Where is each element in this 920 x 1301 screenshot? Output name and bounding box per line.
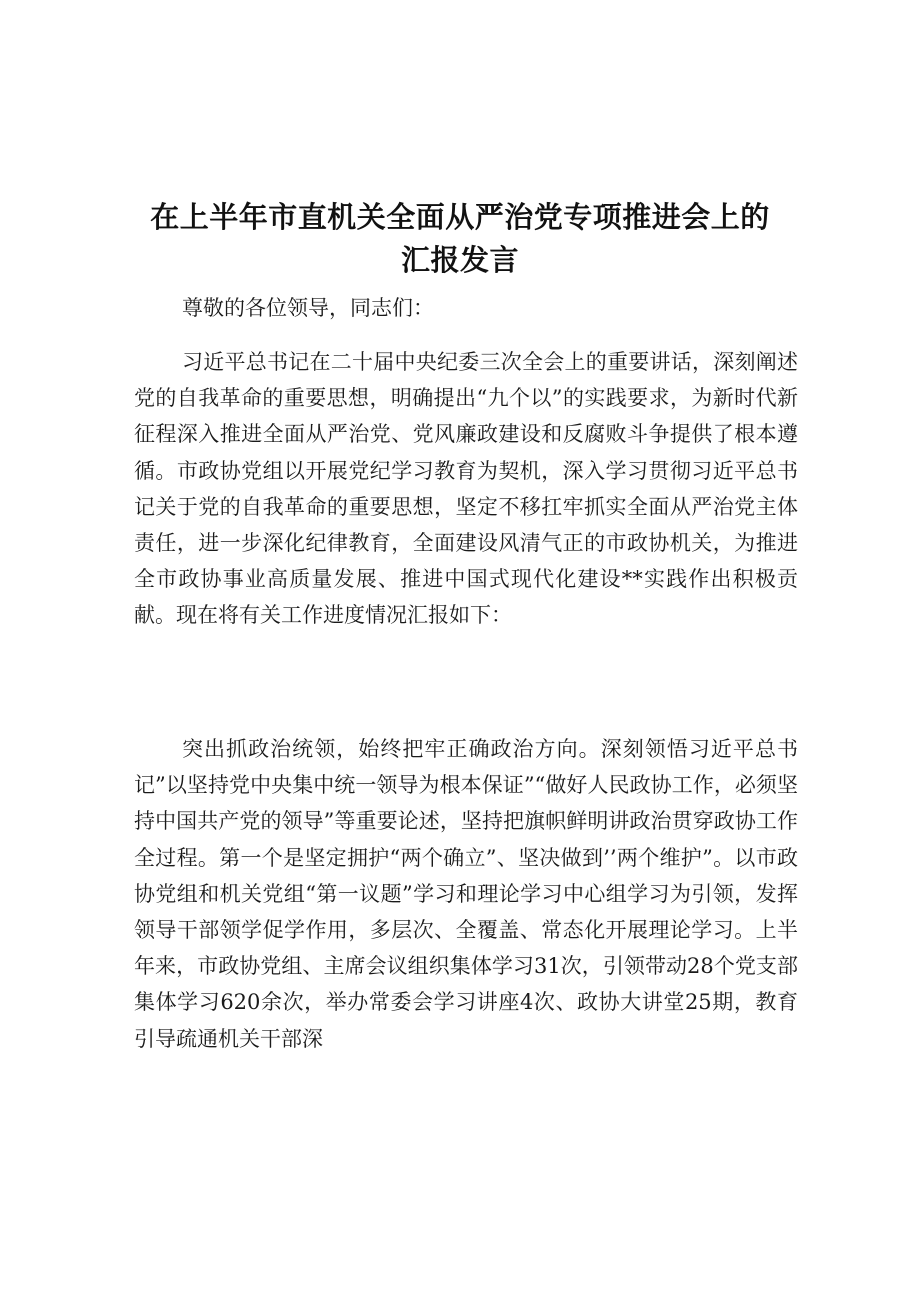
body-paragraph-2: 突出抓政治统领，始终把牢正确政治方向。深刻领悟习近平总书记”以坚持党中央集中统一领导为根本保证”“做好人民政协工作，必须坚持中国共产党的领导”等重要论述，坚持把旗帜鲜明讲政治贯穿政协工作全过程。第一个是坚定拥护“两个确立”、坚决做到’’两个维护”。以市政协党组和机关党组“第一议题”学习和理论学习中心组学习为引领，发挥领导干部领学促学作用，多层次、全覆盖、常态化开展理论学习。上半年来，市政协党组、主席会议组织集体学习31次，引领带动28个党支部集体学习620余次，举办常委会学习讲座4次、政协大讲堂25期，教育引导疏通机关干部深 xyxy=(134,737,798,1051)
document-title: 在上半年市直机关全面从严治党专项推进会上的汇报发言 xyxy=(150,200,770,277)
body-paragraph-1: 习近平总书记在二十届中央纪委三次全会上的重要讲话，深刻阐述党的自我革命的重要思想，明确提出“九个以”的实践要求，为新时代新征程深入推进全面从严治党、党风廉政建设和反腐败斗争提供了根本遵循。市政协党组以开展党纪学习教育为契机，深入学习贯彻习近平总书记关于党的自我革命的重要思想，坚定不移扛牢抓实全面从严治党主体责任，进一步深化纪律教育，全面建设风清气正的市政协机关，为推进全市政协事业高质量发展、推进中国式现代化建设**实践作出积极贡献。现在将有关工作进度情况汇报如下： xyxy=(134,350,798,628)
salutation: 尊敬的各位领导，同志们： xyxy=(182,296,434,320)
